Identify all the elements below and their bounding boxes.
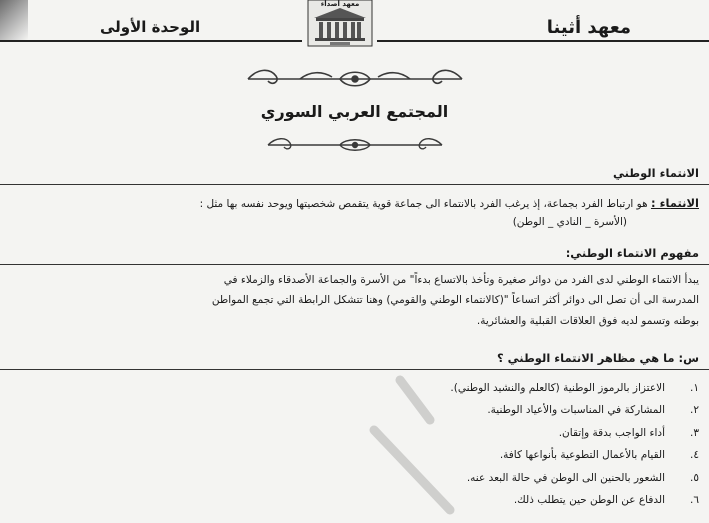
scroll-flourish-icon: [240, 62, 470, 96]
page-title: المجتمع العربي السوري: [260, 102, 449, 121]
list-item: ٤.القيام بالأعمال التطوعية بأنواعها كافة.: [499, 449, 699, 462]
section-divider: [0, 369, 709, 370]
definition-term: الانتماء :: [650, 196, 699, 210]
photo-corner-shadow: [0, 0, 28, 40]
section-divider: [0, 264, 709, 265]
header-rule-right: [377, 40, 709, 42]
manifestations-list: [450, 378, 699, 512]
list-item: ٢.المشاركة في المناسبات والأعياد الوطنية.: [487, 404, 699, 417]
section-heading-national-belonging: الانتماء الوطني: [612, 166, 699, 180]
definition-examples: (الأسرة _ النادي _ الوطن): [512, 216, 627, 228]
header-rule-left: [0, 40, 302, 42]
definition-line-1: [200, 196, 699, 210]
section-divider: [0, 184, 709, 185]
list-item: ١.الاعتزاز بالرموز الوطنية (كالعلم والنشيد الوطني).: [450, 382, 699, 394]
scroll-flourish-icon: [262, 132, 448, 158]
logo-caption: معهد اصداء: [320, 0, 360, 8]
definition-text: هو ارتباط الفرد بجماعة، إذ يرغب الفرد بالانتماء الى جماعة قوية يتقمص شخصيتها ويوحد نفسه بها مثل :: [199, 198, 648, 210]
question-heading: س: ما هي مظاهر الانتماء الوطني ؟: [496, 351, 699, 365]
list-item: ٦.الدفاع عن الوطن حين يتطلب ذلك.: [513, 493, 699, 506]
list-item: ٥.الشعور بالحنين الى الوطن في حالة البعد عنه.: [466, 471, 699, 484]
concept-line-2: المدرسة الى أن تصل الى دوائر أكثر اتساعاً "(كالانتماء الوطني والقومي) وهنا تتشكل الرابطة التي تجمع المواطن: [211, 294, 699, 306]
list-item: ٣.أداء الواجب بدقة وإتقان.: [558, 426, 699, 439]
concept-line-3: بوطنه وتسمو لديه فوق العلاقات القبلية والعشائرية.: [476, 315, 699, 327]
section-heading-concept: مفهوم الانتماء الوطني:: [565, 246, 699, 260]
institute-name: معهد أثينا: [546, 17, 631, 38]
unit-label: الوحدة الأولى: [100, 18, 201, 36]
concept-line-1: يبدأ الانتماء الوطني لدى الفرد من دوائر صغيرة وتأخذ بالاتساع بدءاً" من الأسرة والجماعة الأصدقاء والزملاء في: [223, 274, 699, 286]
